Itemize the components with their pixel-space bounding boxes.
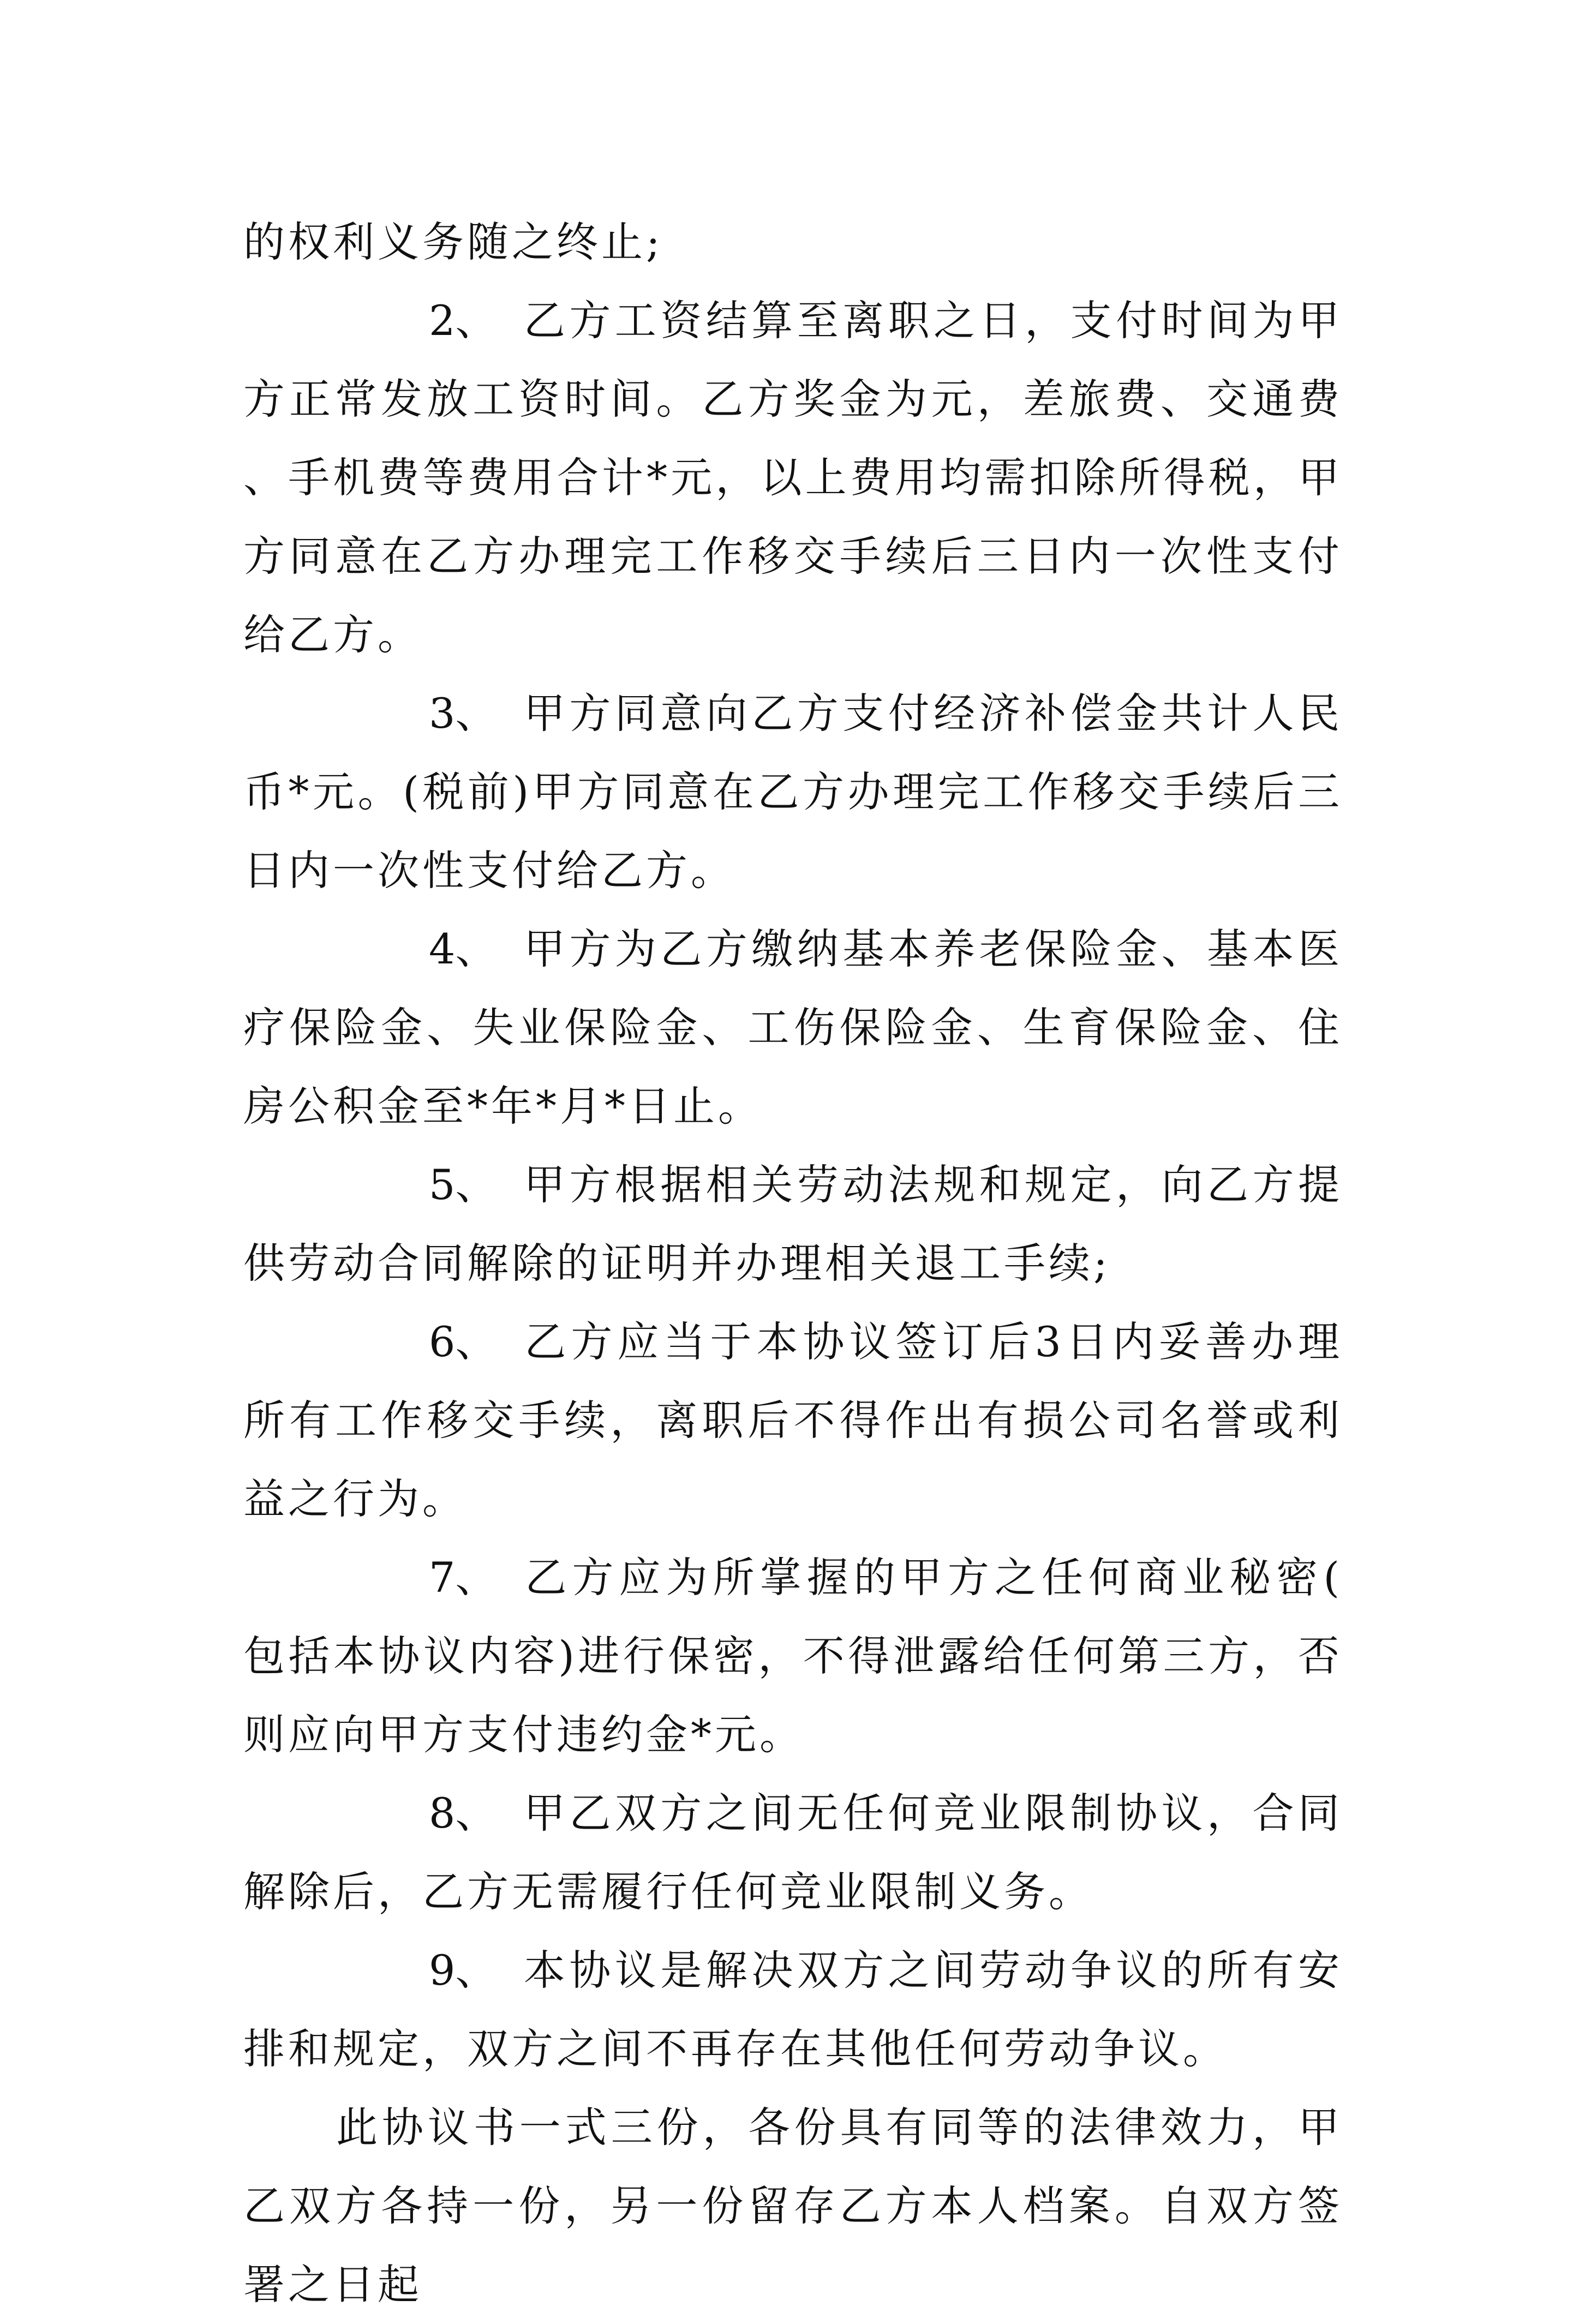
- clause-6: [243, 1303, 1343, 1538]
- clause-text: 甲方为乙方缴纳基本养老保险金、基本医疗保险金、失业保险金、工伤保险金、生育保险金、住房公积金至*年*月*日止。: [243, 925, 1343, 1130]
- clause-number: 7、: [429, 1553, 497, 1602]
- clause-8: [243, 1774, 1343, 1931]
- clause-9: [243, 1931, 1343, 2088]
- clause-7: [243, 1538, 1343, 1774]
- closing-paragraph: [243, 2088, 1343, 2324]
- clause-text: 甲乙双方之间无任何竞业限制协议，合同解除后，乙方无需履行任何竞业限制义务。: [243, 1789, 1343, 1916]
- clause-text: 甲方同意向乙方支付经济补偿金共计人民币*元。(税前)甲方同意在乙方办理完工作移交手续后三日内一次性支付给乙方。: [243, 689, 1343, 895]
- clause-number: 9、: [429, 1946, 497, 1994]
- clause-number: 2、: [429, 296, 497, 345]
- clause-number: 3、: [429, 689, 497, 738]
- clause-3: [243, 674, 1343, 910]
- paragraph-continuation: [243, 203, 1343, 281]
- clause-5: [243, 1146, 1343, 1303]
- paragraph-text: 的权利义务随之终止;: [243, 218, 663, 266]
- clause-text: 乙方应当于本协议签订后3日内妥善办理所有工作移交手续，离职后不得作出有损公司名誉或利益之行为。: [243, 1317, 1343, 1523]
- clause-number: 4、: [429, 925, 497, 973]
- clause-number: 5、: [429, 1160, 497, 1209]
- document-body: [243, 203, 1343, 2324]
- clause-text: 甲方根据相关劳动法规和规定，向乙方提供劳动合同解除的证明并办理相关退工手续;: [243, 1160, 1343, 1287]
- clause-number: 6、: [429, 1317, 497, 1366]
- clause-2: [243, 281, 1343, 674]
- clause-4: [243, 910, 1343, 1146]
- clause-text: 乙方工资结算至离职之日，支付时间为甲方正常发放工资时间。乙方奖金为元，差旅费、交通费、手机费等费用合计*元，以上费用均需扣除所得税，甲方同意在乙方办理完工作移交手续后三日内一次性支付给乙方。: [243, 296, 1343, 659]
- clause-text: 乙方应为所掌握的甲方之任何商业秘密(包括本协议内容)进行保密，不得泄露给任何第三方，否则应向甲方支付违约金*元。: [243, 1553, 1343, 1759]
- clause-text: 本协议是解决双方之间劳动争议的所有安排和规定，双方之间不再存在其他任何劳动争议。: [243, 1946, 1343, 2073]
- paragraph-text: 此协议书一式三份，各份具有同等的法律效力，甲乙双方各持一份，另一份留存乙方本人档案。自双方签署之日起: [243, 2103, 1343, 2309]
- clause-number: 8、: [429, 1789, 497, 1837]
